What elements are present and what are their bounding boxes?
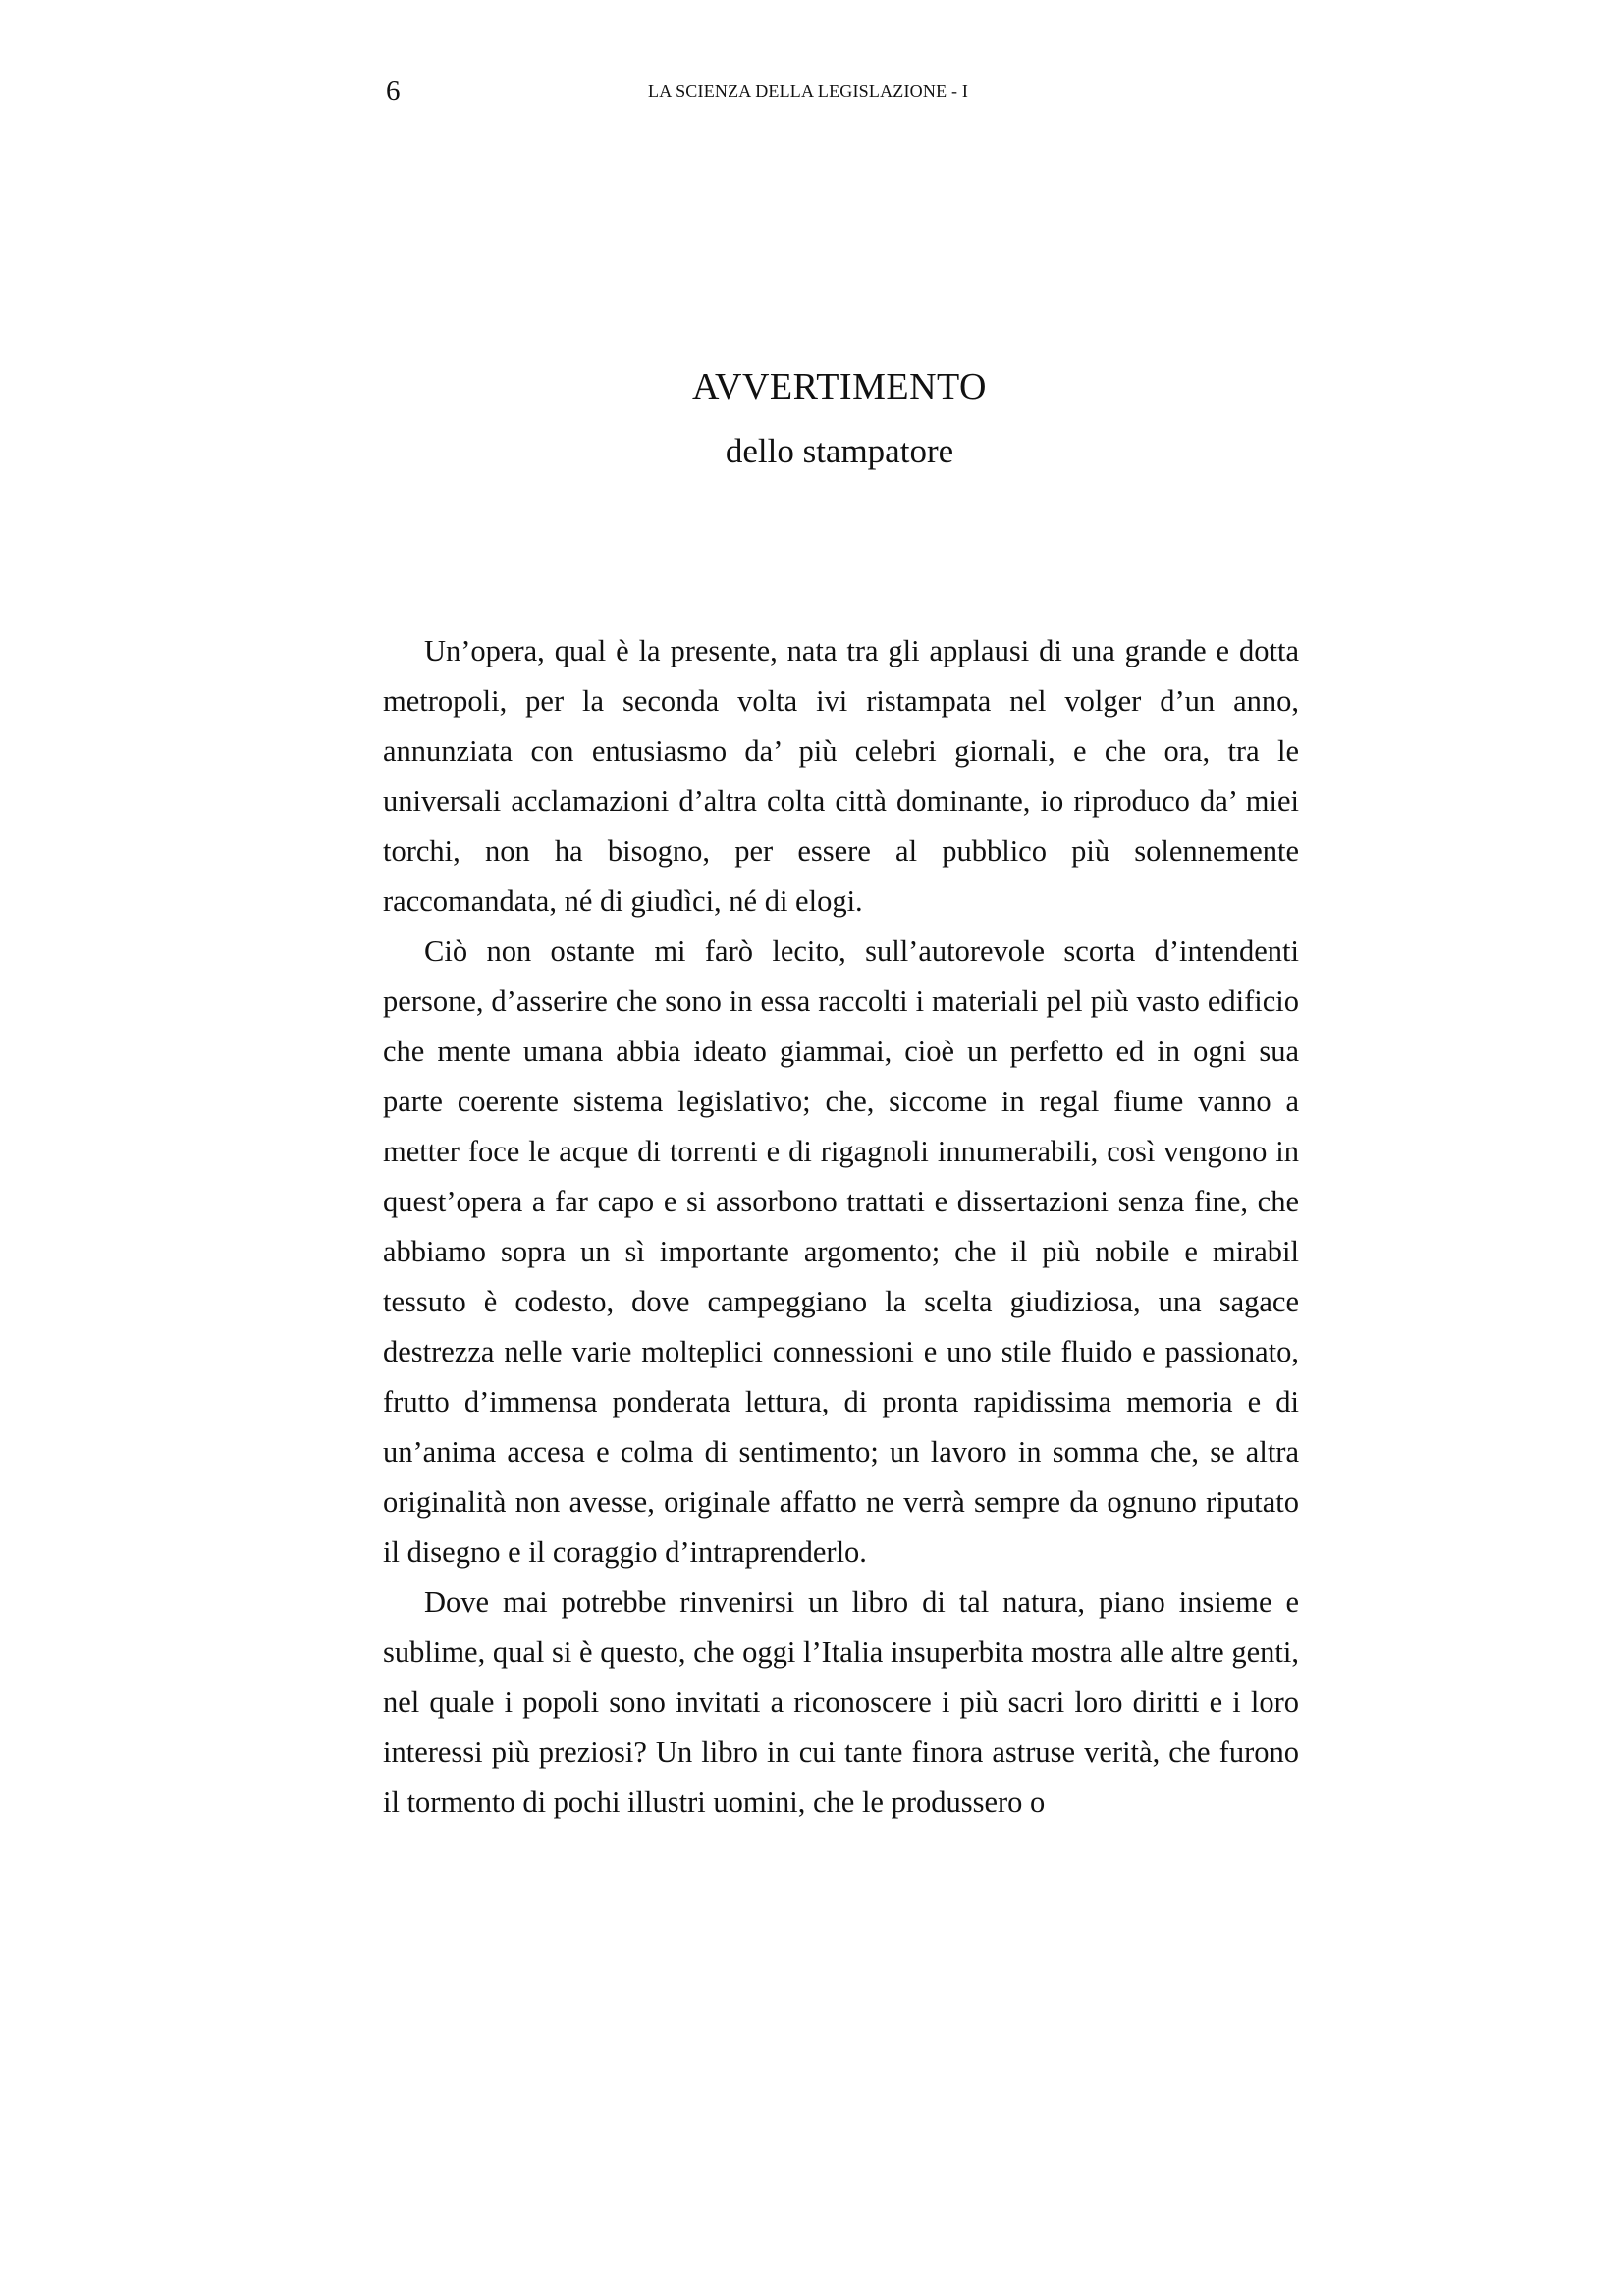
paragraph: Dove mai potrebbe rinvenirsi un libro di tal natura, piano insieme e sublime, qual si è questo, che oggi l’Italia insuperbita mostra alle altre genti, nel quale i popoli sono invitati a riconoscere i più sacri loro diritti e i loro interessi più preziosi? Un libro in cui tante finora astruse verità, che furono il tormento di pochi illustri uomini, che le produssero o [383,1585,1299,1819]
section-title: AVVERTIMENTO [692,366,987,407]
paragraph: Un’opera, qual è la presente, nata tra gli applausi di una grande e dotta metropoli, per la seconda volta ivi ristampata nel volger d’un anno, annunziata con entusiasmo da’ più celebri giornali, e che ora, tra le universali acclamazioni d’altra colta città dominante, io riproduco da’ miei torchi, non ha bisogno, per essere al pubblico più solennemente raccomandata, né di giudìci, né di elogi. [383,634,1299,918]
section-subtitle: dello stampatore [725,432,954,470]
body-text [383,626,1299,1828]
paragraph: Ciò non ostante mi farò lecito, sull’autorevole scorta d’intendenti persone, d’asserire che sono in essa raccolti i materiali pel più vasto edificio che mente umana abbia ideato giammai, cioè un perfetto ed in ogni sua parte coerente sistema legislativo; che, siccome in regal fiume vanno a metter foce le acque di torrenti e di rigagnoli innumerabili, così vengono in quest’opera a far capo e si assorbono trattati e dissertazioni senza fine, che abbiamo sopra un sì importante argomento; che il più nobile e mirabil tessuto è codesto, dove campeggiano la scelta giudiziosa, una sagace destrezza nelle varie molteplici connessioni e uno stile fluido e passionato, frutto d’immensa ponderata lettura, di pronta rapidissima memoria e di un’anima accesa e colma di sentimento; un lavoro in somma che, se altra originalità non avesse, originale affatto ne verrà sempre da ognuno riputato il disegno e il coraggio d’intraprenderlo. [383,934,1299,1569]
page-number: 6 [386,76,401,107]
running-head: LA SCIENZA DELLA LEGISLAZIONE - I [648,81,969,101]
